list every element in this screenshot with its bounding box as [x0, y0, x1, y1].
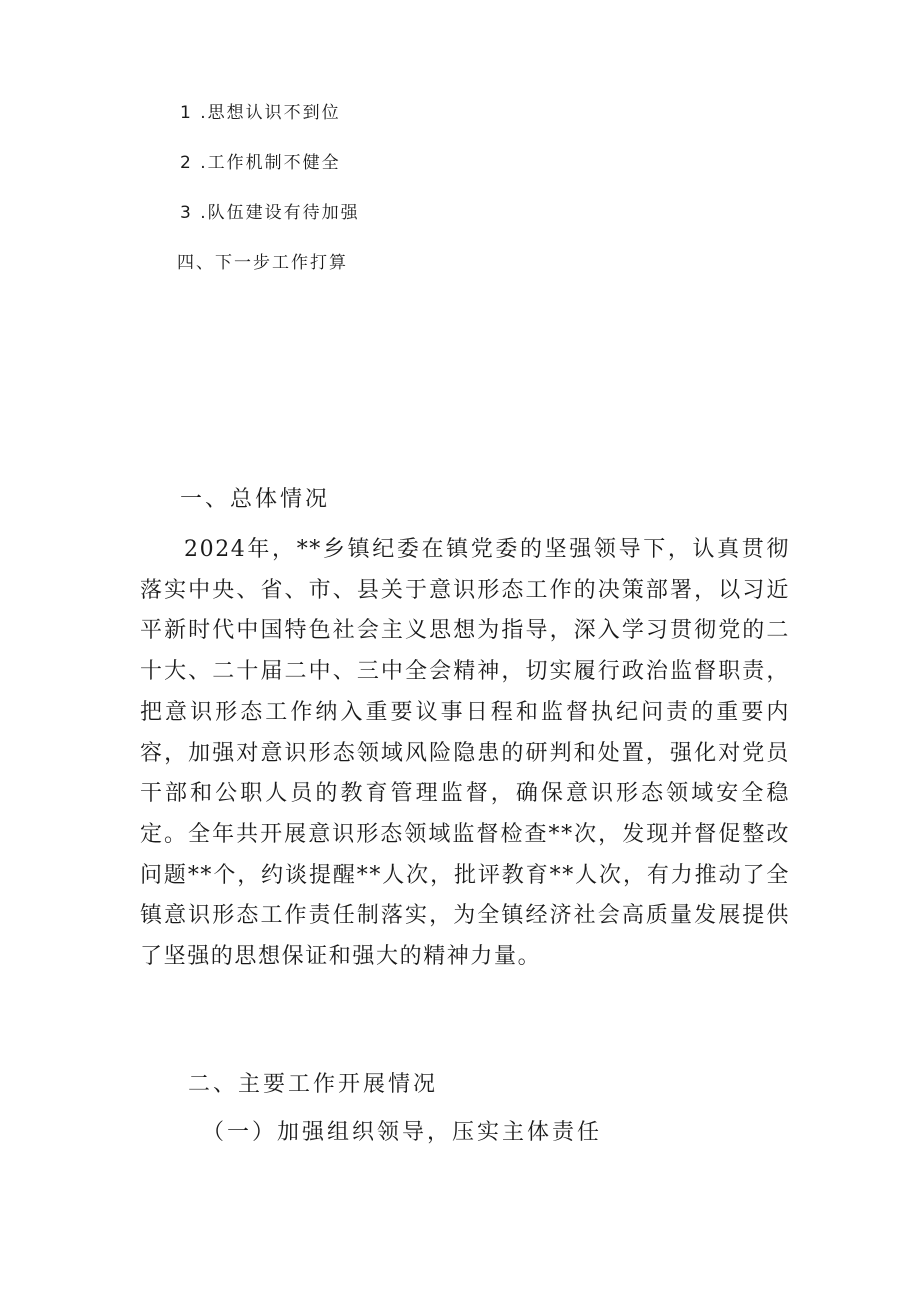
subsection-heading: （一）加强组织领导，压实主体责任 [202, 1120, 603, 1145]
toc-item: 3 .队伍建设有待加强 [180, 203, 360, 223]
toc-item: 四、下一步工作打算 [177, 253, 348, 273]
toc-item: 2 .工作机制不健全 [180, 153, 341, 173]
section-heading-main-work: 二、主要工作开展情况 [188, 1072, 439, 1097]
section-heading-overall: 一、总体情况 [180, 487, 331, 512]
table-of-contents [177, 98, 360, 298]
toc-item: 1 .思想认识不到位 [180, 103, 341, 123]
overall-paragraph: 2024年，**乡镇纪委在镇党委的坚强领导下，认真贯彻落实中央、省、市、县关于意识形态工作的决策部署，以习近平新时代中国特色社会主义思想为指导，深入学习贯彻党的二十大、二十届二中、三中全会精神，切实履行政治监督职责，把意识形态工作纳入重要议事日程和监督执纪问责的重要内容，加强对意识形态领域风险隐患的研判和处置，强化对党员干部和公职人员的教育管理监督，确保意识形态领域安全稳定。全年共开展意识形态领域监督检查**次，发现并督促整改问题**个，约谈提醒**人次，批评教育**人次，有力推动了全镇意识形态工作责任制落实，为全镇经济社会高质量发展提供了坚强的思想保证和强大的精神力量。 [140, 537, 790, 970]
